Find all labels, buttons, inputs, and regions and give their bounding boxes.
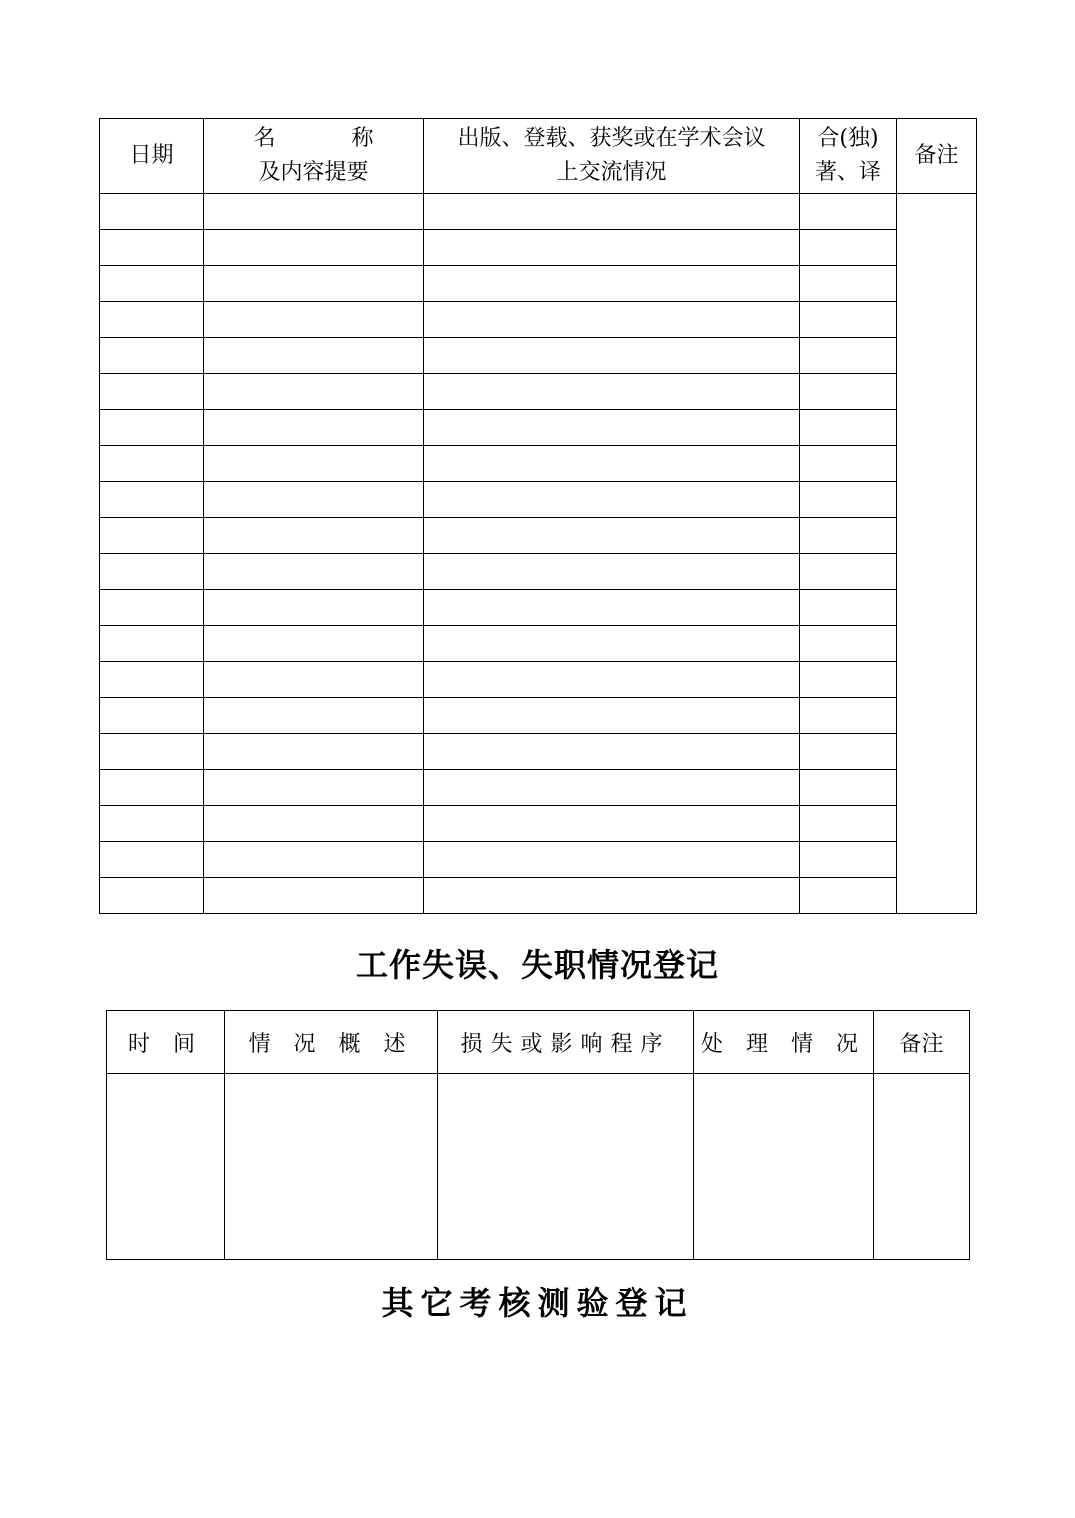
cell-name[interactable] (204, 842, 424, 878)
errors-section-title: 工作失误、失职情况登记 (355, 946, 719, 984)
table-row (100, 482, 977, 518)
cell-name[interactable] (204, 410, 424, 446)
header-publication-line2: 上交流情况 (556, 160, 667, 185)
errors-header-handling: 处 理 情 况 (694, 1011, 874, 1074)
cell-publication[interactable] (424, 338, 800, 374)
cell-publication[interactable] (424, 662, 800, 698)
cell-date[interactable] (100, 338, 204, 374)
errors-cell-time[interactable] (107, 1074, 225, 1260)
table-row (100, 770, 977, 806)
header-remark: 备注 (897, 119, 977, 194)
table-row (100, 410, 977, 446)
cell-publication[interactable] (424, 518, 800, 554)
cell-authorship[interactable] (800, 554, 897, 590)
cell-date[interactable] (100, 698, 204, 734)
errors-header-time: 时 间 (107, 1011, 225, 1074)
header-date: 日期 (100, 119, 204, 194)
cell-authorship[interactable] (800, 662, 897, 698)
errors-cell-loss[interactable] (438, 1074, 694, 1260)
cell-name[interactable] (204, 374, 424, 410)
cell-date[interactable] (100, 410, 204, 446)
cell-name[interactable] (204, 338, 424, 374)
table-row (100, 374, 977, 410)
errors-entry-row (107, 1074, 970, 1260)
cell-publication[interactable] (424, 302, 800, 338)
cell-authorship[interactable] (800, 842, 897, 878)
cell-authorship[interactable] (800, 410, 897, 446)
table-row (100, 734, 977, 770)
cell-date[interactable] (100, 770, 204, 806)
cell-authorship[interactable] (800, 518, 897, 554)
cell-authorship[interactable] (800, 806, 897, 842)
cell-date[interactable] (100, 806, 204, 842)
cell-date[interactable] (100, 230, 204, 266)
cell-publication[interactable] (424, 446, 800, 482)
errors-cell-summary[interactable] (225, 1074, 438, 1260)
cell-name[interactable] (204, 698, 424, 734)
cell-name[interactable] (204, 194, 424, 230)
cell-publication[interactable] (424, 590, 800, 626)
cell-name[interactable] (204, 590, 424, 626)
cell-authorship[interactable] (800, 626, 897, 662)
cell-publication[interactable] (424, 374, 800, 410)
cell-publication[interactable] (424, 698, 800, 734)
cell-publication[interactable] (424, 554, 800, 590)
header-authorship (800, 119, 897, 194)
table-row (100, 806, 977, 842)
cell-publication[interactable] (424, 410, 800, 446)
cell-authorship[interactable] (800, 734, 897, 770)
errors-header-summary: 情 况 概 述 (225, 1011, 438, 1074)
cell-name[interactable] (204, 662, 424, 698)
cell-publication[interactable] (424, 878, 800, 914)
cell-publication[interactable] (424, 734, 800, 770)
cell-authorship[interactable] (800, 266, 897, 302)
table-row (100, 230, 977, 266)
errors-cell-handling[interactable] (694, 1074, 874, 1260)
publication-table-body (100, 194, 977, 914)
cell-date[interactable] (100, 554, 204, 590)
cell-name[interactable] (204, 878, 424, 914)
cell-date[interactable] (100, 374, 204, 410)
cell-publication[interactable] (424, 626, 800, 662)
cell-name[interactable] (204, 446, 424, 482)
cell-publication[interactable] (424, 806, 800, 842)
cell-publication[interactable] (424, 482, 800, 518)
cell-remark-merged[interactable] (897, 194, 977, 914)
header-publication (424, 119, 800, 194)
cell-publication[interactable] (424, 842, 800, 878)
cell-authorship[interactable] (800, 878, 897, 914)
cell-name[interactable] (204, 626, 424, 662)
cell-date[interactable] (100, 878, 204, 914)
header-authorship-line1: 合(独) (817, 126, 879, 151)
cell-name[interactable] (204, 518, 424, 554)
cell-authorship[interactable] (800, 698, 897, 734)
cell-name[interactable] (204, 230, 424, 266)
cell-authorship[interactable] (800, 302, 897, 338)
table-row (100, 842, 977, 878)
header-name-line2: 及内容提要 (258, 160, 369, 185)
header-publication-line1: 出版、登载、获奖或在学术会议 (457, 126, 766, 151)
cell-authorship[interactable] (800, 230, 897, 266)
table-row (100, 878, 977, 914)
cell-date[interactable] (100, 626, 204, 662)
cell-name[interactable] (204, 770, 424, 806)
table-row (100, 194, 977, 230)
table-row (100, 554, 977, 590)
cell-date[interactable] (100, 842, 204, 878)
cell-name[interactable] (204, 266, 424, 302)
cell-publication[interactable] (424, 230, 800, 266)
cell-date[interactable] (100, 482, 204, 518)
publication-table (99, 118, 977, 914)
cell-date[interactable] (100, 590, 204, 626)
cell-date[interactable] (100, 266, 204, 302)
cell-date[interactable] (100, 194, 204, 230)
cell-publication[interactable] (424, 266, 800, 302)
errors-table (106, 1010, 970, 1260)
cell-authorship[interactable] (800, 374, 897, 410)
other-section-title: 其它考核测验登记 (381, 1284, 694, 1322)
table-row (100, 590, 977, 626)
cell-date[interactable] (100, 302, 204, 338)
cell-publication[interactable] (424, 770, 800, 806)
cell-name[interactable] (204, 302, 424, 338)
cell-authorship[interactable] (800, 338, 897, 374)
header-name (204, 119, 424, 194)
cell-date[interactable] (100, 518, 204, 554)
errors-header-remark: 备注 (874, 1011, 970, 1074)
table-row (100, 662, 977, 698)
cell-authorship[interactable] (800, 590, 897, 626)
errors-cell-remark[interactable] (874, 1074, 970, 1260)
cell-name[interactable] (204, 554, 424, 590)
header-authorship-line2: 著、译 (814, 160, 881, 185)
cell-authorship[interactable] (800, 446, 897, 482)
cell-date[interactable] (100, 662, 204, 698)
cell-authorship[interactable] (800, 482, 897, 518)
cell-publication[interactable] (424, 194, 800, 230)
table-row (100, 626, 977, 662)
cell-authorship[interactable] (800, 194, 897, 230)
errors-header-loss: 损失或影响程序 (438, 1011, 694, 1074)
header-name-line1: 名 称 (253, 126, 374, 151)
cell-name[interactable] (204, 806, 424, 842)
cell-date[interactable] (100, 446, 204, 482)
cell-name[interactable] (204, 482, 424, 518)
errors-header-row (107, 1011, 970, 1074)
cell-name[interactable] (204, 734, 424, 770)
table-row (100, 518, 977, 554)
table-row (100, 338, 977, 374)
table-row (100, 266, 977, 302)
cell-authorship[interactable] (800, 770, 897, 806)
table-row (100, 302, 977, 338)
cell-date[interactable] (100, 734, 204, 770)
table-row (100, 446, 977, 482)
table-row (100, 698, 977, 734)
publication-header-row (100, 119, 977, 194)
